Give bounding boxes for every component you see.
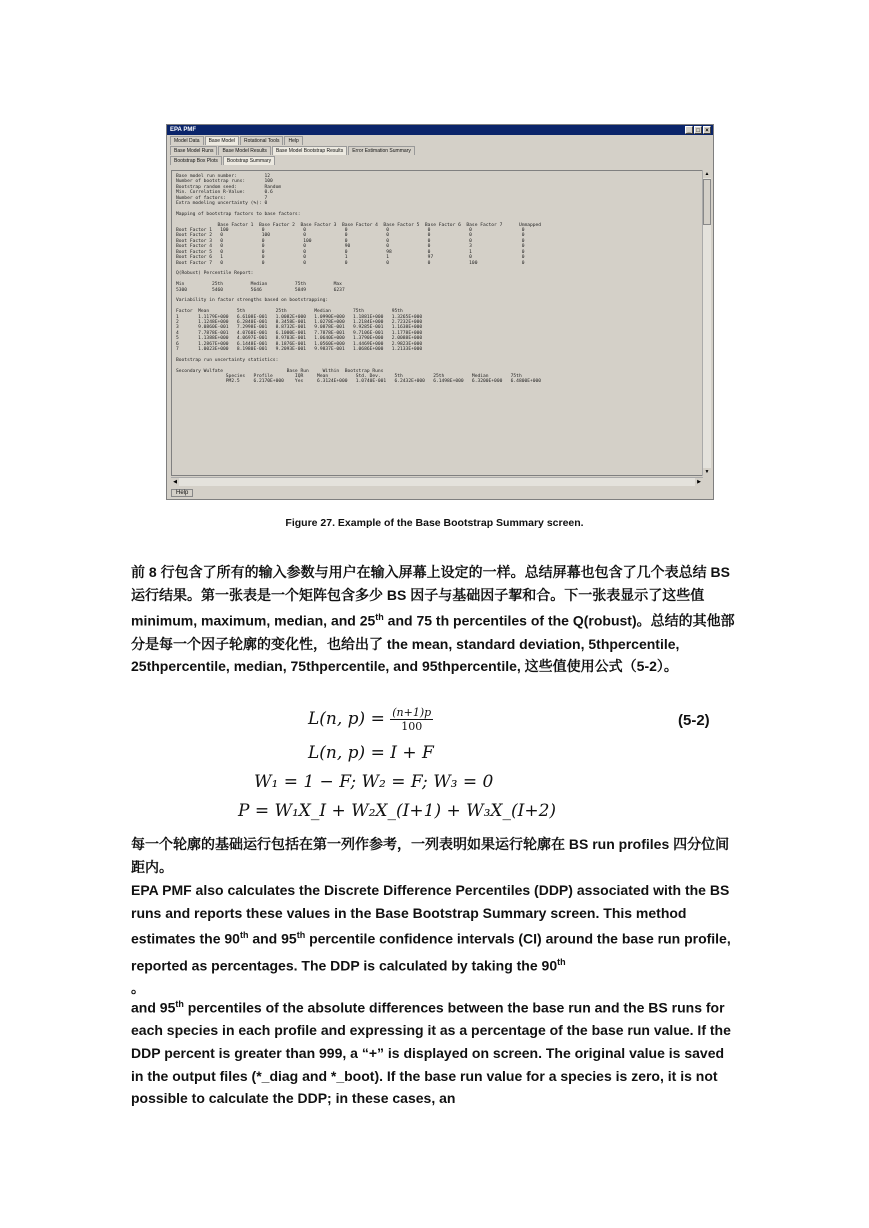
summary-line: Base Factor 1 Base Factor 2 Base Factor 3 Base Factor 4 Base Factor 5 Base Factor 6 Base Factor 7 Unmapped bbox=[176, 222, 542, 228]
summary-line: Boot Factor 3 0 0 100 0 0 0 0 0 bbox=[176, 238, 525, 244]
summary-line: Mapping of bootstrap factors to base factors: bbox=[176, 211, 301, 217]
para4-text-a: and 95 bbox=[131, 999, 176, 1016]
eq1-fraction bbox=[390, 706, 433, 733]
scroll-right-icon[interactable]: ▶ bbox=[695, 478, 703, 486]
help-button[interactable]: Help bbox=[171, 489, 193, 497]
equation-4: P = W₁X_I + W₂X_(I+1) + W₃X_(I+2) bbox=[238, 801, 557, 821]
main-tabs bbox=[167, 135, 713, 145]
tab-error-estimation-summary[interactable]: Error Estimation Summary bbox=[348, 146, 415, 155]
scroll-down-icon[interactable]: ▼ bbox=[704, 469, 710, 475]
summary-line: Extra modeling uncertainty (%): 0 bbox=[176, 201, 268, 207]
paragraph-2: 每一个轮廓的基础运行包括在第一列作参考，一列表明如果运行轮廓在 BS run profiles 四分位间距内。 bbox=[131, 836, 730, 875]
close-button[interactable]: × bbox=[703, 126, 711, 134]
tab-base-model-results[interactable]: Base Model Results bbox=[218, 146, 270, 155]
scroll-thumb[interactable] bbox=[703, 179, 711, 225]
para4-text-b: percentiles of the absolute differences between the base run and the BS runs for each species in each profile and expressing it as a percentage of the base run value. If the DDP percent is greater than 999, a “+” is displayed on screen. The original value is saved in the output files (*_diag and *_boot). If the base run value for a species is zero, it is not possible to calculate the DDP; in these cases, an bbox=[131, 999, 731, 1107]
summary-line: Bootstrap run uncertainty statistics: bbox=[176, 357, 279, 363]
window-title: EPA PMF bbox=[170, 127, 197, 133]
para1-text-b: and 75 th percentiles of the Q(robust)。总结的其他部分是每一个因子轮廓的变化性，也给出了 the mean, standard deviation, 5thpercentile, 25thpercentile, median, 75thpercentile, and 95thpercentile, 这些值使用公式（5-2）。 bbox=[131, 613, 735, 675]
para3-text-a: EPA PMF also calculates the Discrete Difference Percentiles (DDP) associated with the BS runs and reports these values in the Base Bootstrap Summary screen. This method estimates the 90 bbox=[131, 882, 730, 948]
tab-help[interactable]: Help bbox=[284, 136, 302, 145]
summary-line: 7 1.0023E+000 8.1980E-001 9.2093E-001 9.9837E-001 1.0686E+000 1.2133E+000 bbox=[176, 347, 423, 352]
figure-caption: Figure 27. Example of the Base Bootstrap Summary screen. bbox=[285, 517, 584, 529]
para3-text-c: percentile confidence intervals (CI) around the base run profile, reported as percentages. The DDP is calculated by taking the 90 bbox=[131, 931, 731, 974]
summary-line: 5 1.1388E+000 4.0697E-001 8.9703E-001 1.0640E+000 1.3790E+000 2.0088E+000 bbox=[176, 336, 423, 342]
scroll-up-icon[interactable]: ▲ bbox=[704, 171, 710, 177]
equation-3: W₁ = 1 − F; W₂ = F; W₃ = 0 bbox=[254, 772, 494, 792]
para3-sup-a: th bbox=[239, 930, 249, 941]
para3-text-d: 。 bbox=[131, 980, 145, 997]
para1-sup: th bbox=[375, 612, 384, 623]
paragraph-3 bbox=[131, 879, 738, 1000]
para1-text-a: 前 8 行包含了所有的输入参数与用户在输入屏幕上设定的一样。总结屏幕也包含了几个表总结 BS 运行结果。第一张表是一个矩阵包含多少 BS 因子与基础因子挈和合。下一张表显示了这些值 minimum, maximum, median, and 25 bbox=[131, 564, 730, 630]
tab-bootstrap-box-plots[interactable]: Bootstrap Box Plots bbox=[170, 156, 222, 165]
inner-tabs bbox=[167, 155, 713, 165]
summary-line: Q(Robust) Percentile Report: bbox=[176, 271, 254, 277]
summary-line: PM2.5 6.2170E+000 Yes 6.3124E+000 1.0740E-001 6.2432E+000 6.1498E+000 6.3200E+000 6.4800E+000 bbox=[176, 379, 542, 385]
tab-bootstrap-summary[interactable]: Bootstrap Summary bbox=[223, 156, 275, 165]
eq1-numerator: (n+1)p bbox=[392, 706, 432, 719]
summary-line: Bootstrap random seed: Random bbox=[176, 184, 282, 190]
summary-line: 3 9.0860E-001 7.2998E-001 8.8732E-001 9.0878E-001 9.9285E-001 1.1638E+000 bbox=[176, 325, 423, 331]
summary-line: Boot Factor 4 0 0 0 90 0 0 3 0 bbox=[176, 244, 525, 250]
sub-tabs bbox=[167, 145, 713, 155]
maximize-button[interactable]: □ bbox=[694, 126, 702, 134]
summary-line: Number of factors: 7 bbox=[176, 195, 268, 201]
horizontal-scrollbar[interactable] bbox=[171, 477, 703, 486]
summary-line: Boot Factor 7 0 0 0 0 0 0 100 0 bbox=[176, 260, 525, 266]
summary-line: Secondary Wulfate Base Run Within Bootstrap Runs bbox=[176, 368, 384, 374]
summary-line: Base model run number: 12 bbox=[176, 174, 271, 179]
summary-lines bbox=[172, 171, 702, 385]
tab-rotational-tools[interactable]: Rotational Tools bbox=[240, 136, 284, 145]
para3-sup-c: th bbox=[557, 956, 566, 967]
scroll-left-icon[interactable]: ◀ bbox=[171, 478, 179, 486]
tab-base-model-runs[interactable]: Base Model Runs bbox=[170, 146, 217, 155]
vertical-scrollbar[interactable] bbox=[702, 170, 711, 476]
summary-line: Boot Factor 2 0 100 0 0 0 0 0 0 bbox=[176, 233, 525, 239]
para4-sup-a: th bbox=[175, 999, 184, 1009]
equation-number: (5-2) bbox=[678, 712, 710, 729]
tab-base-model[interactable]: Base Model bbox=[205, 136, 239, 145]
equation-1 bbox=[308, 706, 433, 733]
paragraph-1 bbox=[131, 561, 738, 678]
paragraph-4 bbox=[131, 993, 738, 1110]
summary-line: Number of bootstrap runs: 100 bbox=[176, 179, 273, 185]
summary-line: 5300 5460 5646 5849 6237 bbox=[176, 287, 345, 293]
summary-line: Boot Factor 5 0 0 0 0 98 0 1 0 bbox=[176, 249, 525, 255]
summary-line: Factor Mean 5th 25th Median 75th 95th bbox=[176, 309, 403, 315]
summary-line: Boot Factor 1 100 0 0 0 0 0 0 0 bbox=[176, 228, 525, 234]
tab-bootstrap-results[interactable]: Base Model Bootstrap Results bbox=[272, 146, 347, 155]
para3-sup-b: th bbox=[296, 930, 306, 941]
summary-line: Variability in factor strengths based on bootstrapping: bbox=[176, 298, 329, 304]
bootstrap-summary-text bbox=[171, 170, 703, 476]
summary-line: Min. Correlation R-Value: 0.6 bbox=[176, 190, 273, 196]
summary-line: Min 25th Median 75th Max bbox=[176, 282, 342, 288]
summary-line: 2 1.1248E+000 6.2840E-001 8.3458E-001 1.0278E+000 1.2184E+000 2.7232E+000 bbox=[176, 319, 423, 325]
summary-line: 1 1.1179E+000 6.6108E-001 1.0082E+000 1.0990E+000 1.1881E+000 1.3265E+000 bbox=[176, 314, 423, 320]
summary-line: Boot Factor 6 1 0 0 1 1 97 0 0 bbox=[176, 255, 525, 261]
minimize-button[interactable]: _ bbox=[685, 126, 693, 134]
eq1-denominator: 100 bbox=[401, 720, 423, 733]
window-titlebar bbox=[167, 125, 713, 135]
para3-text-b: and 95 bbox=[248, 931, 297, 948]
equation-2: L(n, p) = I + F bbox=[308, 743, 434, 763]
summary-line: 6 1.2867E+000 6.1448E-001 8.1876E-001 1.0560E+000 1.4469E+000 2.9823E+000 bbox=[176, 341, 423, 347]
summary-line: 4 7.7878E-001 4.0760E-001 6.1000E-001 7.7878E-001 9.7106E-001 1.1778E+000 bbox=[176, 330, 423, 336]
summary-line: Species Profile IQR Mean Std. Dev. 5th 25th Median 75th bbox=[176, 374, 522, 380]
tab-model-data[interactable]: Model Data bbox=[170, 136, 204, 145]
pmf-window bbox=[166, 124, 714, 500]
eq1-lhs: L(n, p) = bbox=[308, 709, 391, 729]
